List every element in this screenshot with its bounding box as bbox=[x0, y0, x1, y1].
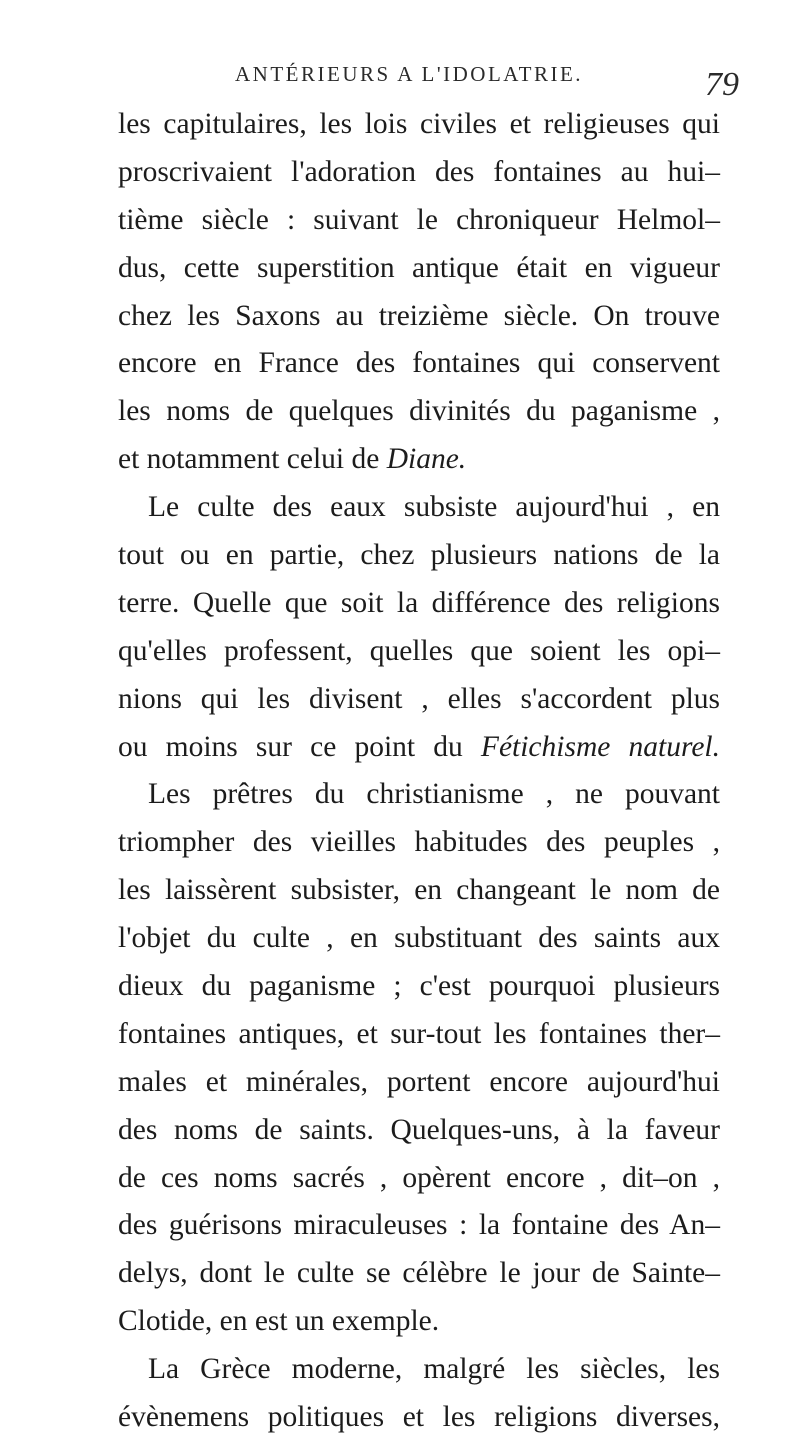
text-line-content: qu'elles professent, quelles que soient les opi– bbox=[118, 634, 720, 667]
text-line-content: les noms de quelques divinités du paganisme , bbox=[118, 395, 720, 428]
body-text bbox=[118, 101, 720, 1442]
text-line bbox=[118, 867, 720, 915]
text-line-content: delys, dont le culte se célèbre le jour de Sainte– bbox=[118, 1257, 720, 1290]
text-line-content: les laissèrent subsister, en changeant le nom de bbox=[118, 874, 720, 907]
text-line-content: triompher des vieilles habitudes des peuples , bbox=[118, 826, 720, 859]
text-line-content: chez les Saxons au treizième siècle. On trouve bbox=[118, 299, 720, 332]
text-line-content: et notamment celui de bbox=[118, 443, 387, 476]
text-line bbox=[118, 1011, 720, 1059]
text-line bbox=[118, 1107, 720, 1155]
text-line-content: de ces noms sacrés , opèrent encore , dit–on , bbox=[118, 1161, 720, 1194]
text-line-content: males et minérales, portent encore aujourd'hui bbox=[118, 1065, 720, 1098]
text-line-content: proscrivaient l'adoration des fontaines au hui– bbox=[118, 155, 720, 188]
text-line bbox=[118, 1059, 720, 1107]
text-line bbox=[118, 197, 720, 245]
text-line-content: évènemens politiques et les religions diverses, bbox=[118, 1401, 720, 1434]
running-header: ANTÉRIEURS A L'IDOLATRIE. bbox=[235, 62, 584, 86]
text-line-content: tout ou en partie, chez plusieurs nations de la bbox=[118, 539, 720, 572]
text-line bbox=[118, 771, 720, 819]
italic-term: Fétichisme naturel. bbox=[480, 730, 720, 763]
text-line-content: fontaines antiques, et sur-tout les fontaines ther– bbox=[118, 1017, 720, 1050]
text-line bbox=[118, 1250, 720, 1298]
text-line bbox=[118, 915, 720, 963]
text-line bbox=[118, 628, 720, 676]
text-line-content: dus, cette superstition antique était en vigueur bbox=[118, 251, 720, 284]
text-line bbox=[118, 580, 720, 628]
text-line bbox=[118, 1155, 720, 1203]
text-line bbox=[118, 149, 720, 197]
text-line-content: La Grèce moderne, malgré les siècles, les bbox=[148, 1353, 720, 1386]
text-line-content: ou moins sur ce point du bbox=[118, 730, 481, 763]
text-line bbox=[118, 293, 720, 341]
italic-term: Diane. bbox=[386, 443, 467, 476]
text-line bbox=[118, 676, 720, 724]
text-line bbox=[118, 532, 720, 580]
text-line bbox=[118, 388, 720, 436]
text-line-content: l'objet du culte , en substituant des saints aux bbox=[118, 922, 720, 955]
text-line bbox=[118, 1346, 720, 1394]
text-line-content: des noms de saints. Quelques-uns, à la faveur bbox=[118, 1113, 720, 1146]
text-line bbox=[118, 1298, 720, 1346]
text-line-content: les capitulaires, les lois civiles et religieuses qui bbox=[118, 108, 720, 140]
text-line-content: encore en France des fontaines qui conservent bbox=[118, 347, 720, 380]
text-line-content: tième siècle : suivant le chroniqueur Helmol– bbox=[118, 203, 720, 236]
text-line bbox=[118, 819, 720, 867]
text-line bbox=[118, 724, 720, 772]
text-line bbox=[118, 436, 720, 484]
text-line bbox=[118, 101, 720, 149]
text-line-content: Le culte des eaux subsiste aujourd'hui , en bbox=[148, 491, 720, 524]
text-line-content: Les prêtres du christianisme , ne pouvant bbox=[148, 778, 720, 811]
text-line bbox=[118, 1394, 720, 1442]
text-line bbox=[118, 484, 720, 532]
text-line bbox=[118, 963, 720, 1011]
text-line bbox=[118, 340, 720, 388]
page-number: 79 bbox=[705, 66, 739, 103]
text-line-content: Clotide, en est un exemple. bbox=[118, 1305, 440, 1338]
text-line-content: nions qui les divisent , elles s'accordent plus bbox=[118, 682, 720, 715]
text-line-content: terre. Quelle que soit la différence des religions bbox=[118, 586, 720, 619]
text-line-content: dieux du paganisme ; c'est pourquoi plusieurs bbox=[118, 970, 720, 1003]
text-line bbox=[118, 1202, 720, 1250]
text-line bbox=[118, 245, 720, 293]
text-line-content: des guérisons miraculeuses : la fontaine des An– bbox=[118, 1209, 720, 1242]
